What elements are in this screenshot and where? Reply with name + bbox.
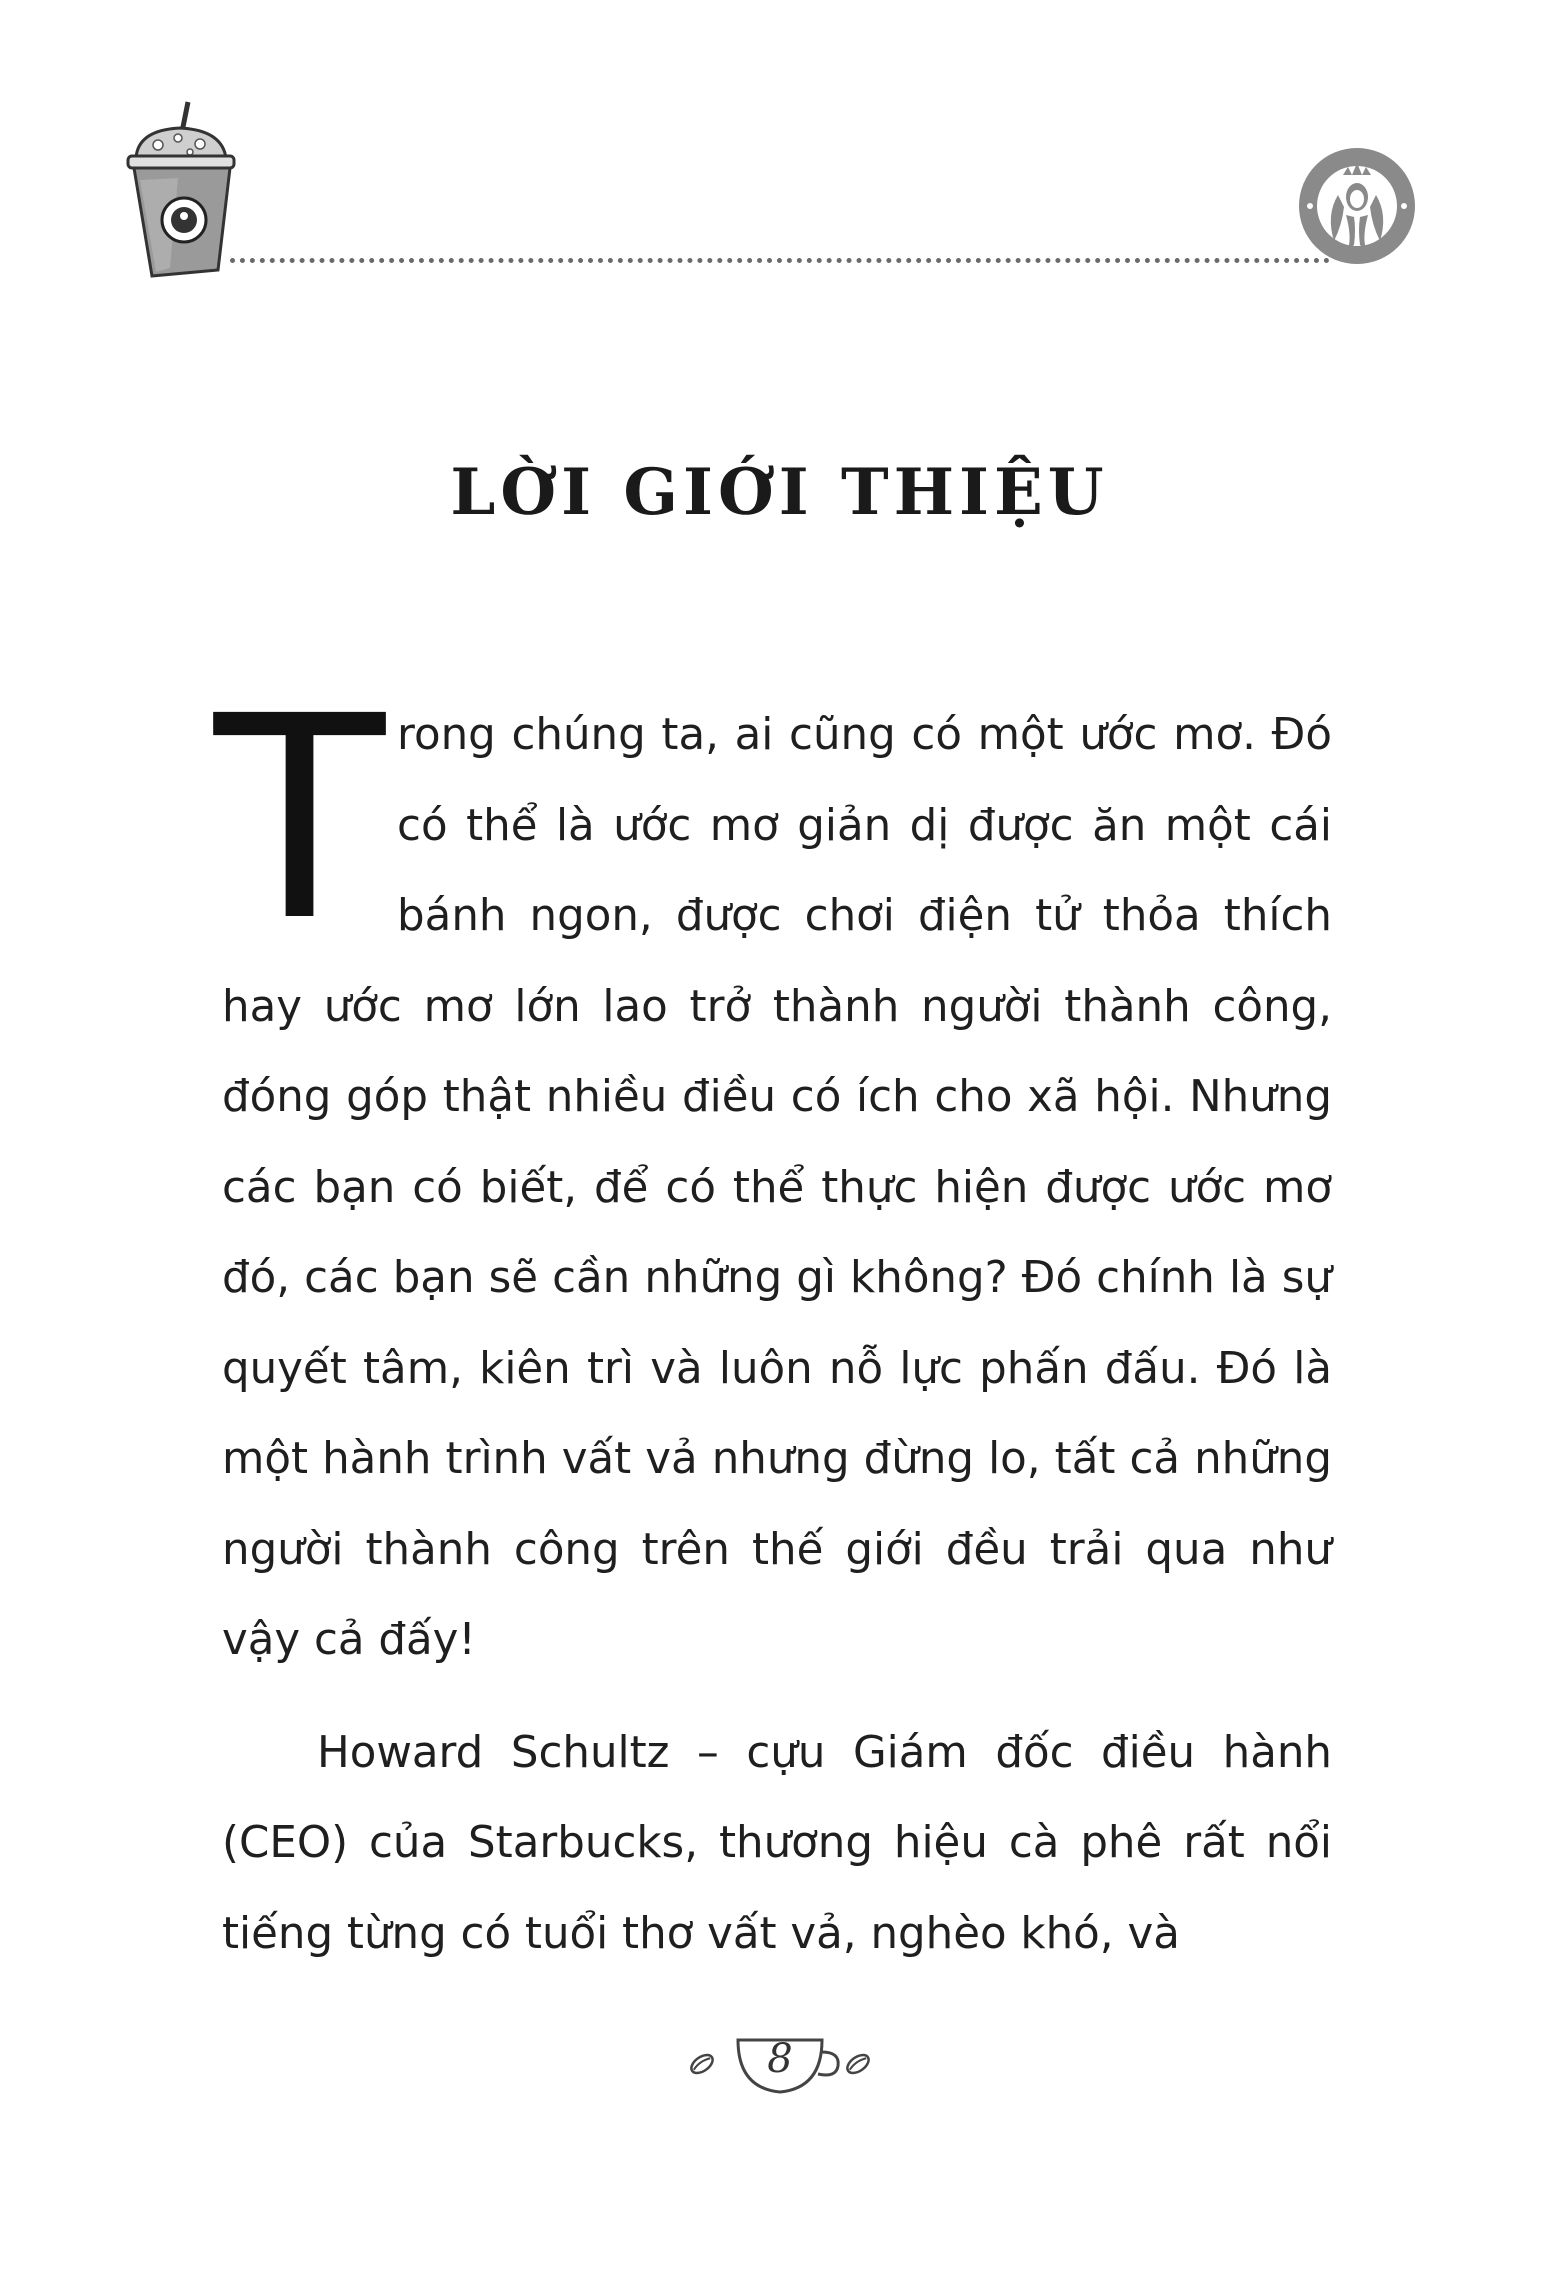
page-number-ornament [680,2030,880,2130]
siren-logo-icon [1296,145,1418,267]
page-number: 8 [767,2036,793,2082]
body-text [214,657,1332,1979]
drop-cap: T [214,657,386,983]
chapter-title: LỜI GIỚI THIỆU [450,455,1109,530]
paragraph-1-text: rong chúng ta, ai cũng có một ước mơ. Đó có thể là ước mơ giản dị được ăn một cái bánh ngon, được chơi điện tử thỏa thích hay ước mơ lớn lao trở thành người thành công, đóng góp thật nhiều điều có ích cho xã hội. Nhưng các bạn có biết, để có thể thực hiện được ước mơ đó, các bạn sẽ cần những gì không? Đó chính là sự quyết tâm, kiên trì và luôn nỗ lực phấn đấu. Đó là một hành trình vất vả nhưng đừng lo, tất cả những người thành công trên thế giới đều trải qua như vậy cả đấy! [222,710,1332,1665]
paragraph-1 [214,657,1332,1686]
iced-coffee-cup-icon [118,100,248,280]
header-dotted-divider [230,258,1330,263]
coffee-bean-right-icon [844,2051,872,2076]
paragraph-2: Howard Schultz – cựu Giám đốc điều hành (CEO) của Starbucks, thương hiệu cà phê rất nổi tiếng từng có tuổi thơ vất vả, nghèo khó, và [222,1727,1332,1959]
coffee-bean-left-icon [688,2051,716,2076]
